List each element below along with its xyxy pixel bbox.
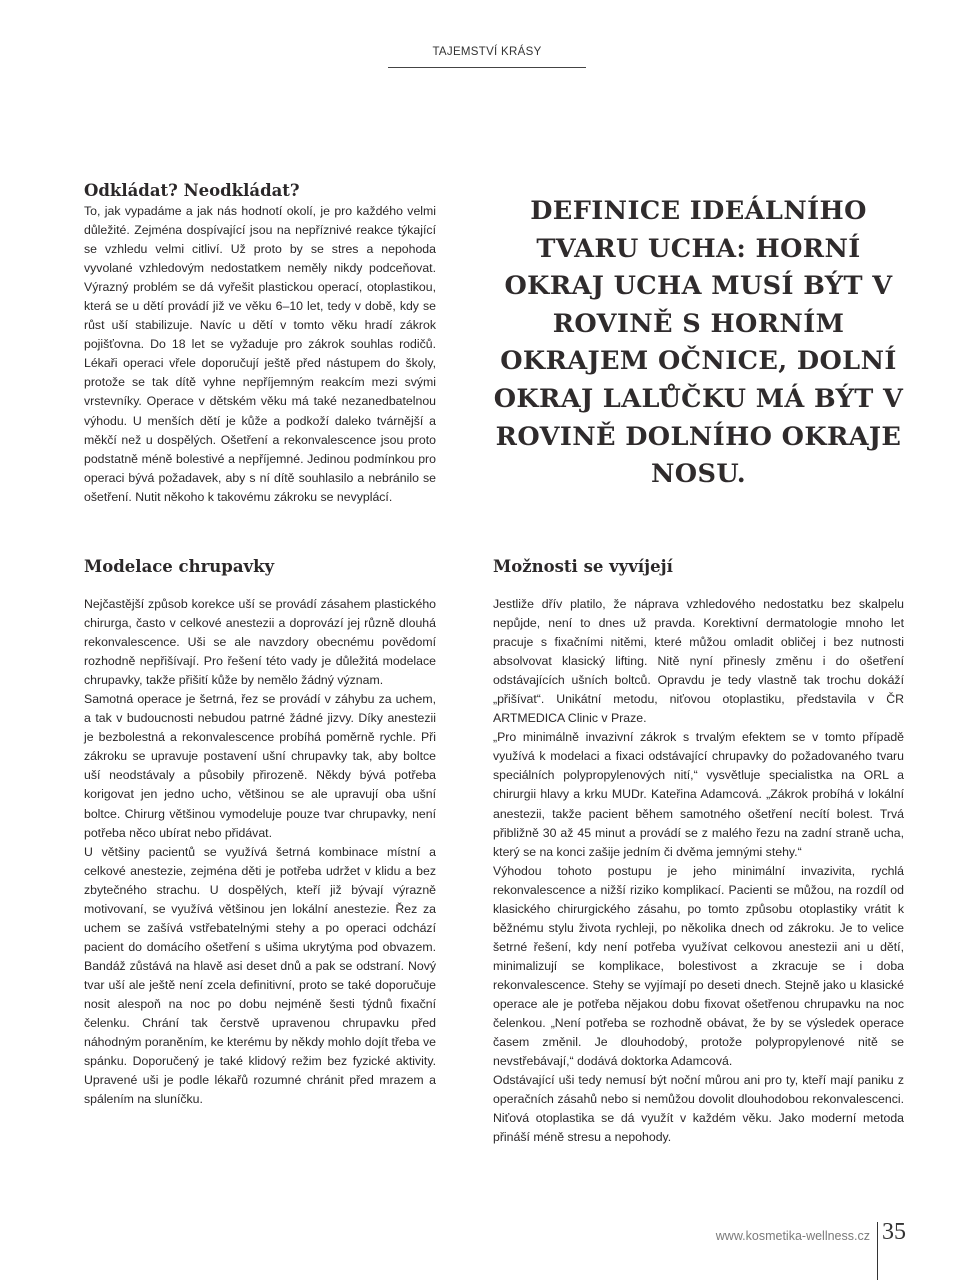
page-number: 35 (882, 1219, 906, 1245)
paragraph: Samotná operace je šetrná, řez se provádí v záhybu za uchem, a tak v budoucnosti nebudou patrné žádné jizvy. Díky anestezii je bezbolestná a rekonvalescence probíhá poměrně rychle. Při zákroku se upravuje postavení ušní chrupavky tak, aby boltce uší neodstávaly a působily přirozeně. Někdy bývá potřeba korigovat jen jedno ucho, většinou se ale upravují oba ušní boltce. Chirurg většinou vymodeluje pouze tvar chrupavky, není potřeba něco ubírat nebo přidávat. (84, 692, 436, 840)
section-title: Modelace chrupavky (84, 557, 275, 576)
pull-quote: DEFINICE IDEÁLNÍHO TVARU UCHA: HORNÍ OKRAJ UCHA MUSÍ BÝT V ROVINĚ S HORNÍM OKRAJEM OČNICE, DOLNÍ OKRAJ LALŮČKU MÁ BÝT V ROVINĚ DOLNÍHO OKRAJE NOSU. (493, 196, 904, 490)
paragraph: Jestliže dřív platilo, že náprava vzhledového nedostatku bez skalpelu nepůjde, není to dnes už pravda. Korektivní dermatologie mnoho let pracuje s fixačními nitěmi, které můžou omladit obličej i bez nutnosti absolvovat klasický lifting. Nitě nyní přinesly změnu i do ošetření odstávajících ušních boltců. Opravdu je tedy vlastně tak trochu dokáží „přišívat“. Unikátní metodu, niťovou otoplastiku, představila v ČR ARTMEDICA Clinic v Praze. (493, 597, 904, 726)
section-label: TAJEMSTVÍ KRÁSY (432, 46, 542, 58)
footer-divider (877, 1222, 878, 1280)
paragraph: „Pro minimálně invazivní zákrok s trvalým efektem se v tomto případě využívá k modelaci a fixaci odstávající chrupavky do požadovaného tvaru speciálních polypropylenových nití,“ vysvětluje specialistka na ORL a chirurgii hlavy a krku MUDr. Kateřina Adamcová. „Zákrok probíhá v lokální anestezii, takže pacient během samotného ošetření necítí bolest. Trvá přibližně 30 až 45 minut a provádí se z malého řezu na zadní straně ucha, který se na konci zašije jedním či dvěma jemnými stehy.“ (493, 730, 904, 859)
paragraph: U většiny pacientů se využívá šetrná kombinace místní a celkové anestezie, zejména děti je potřeba udržet v klidu a bez zbytečného strachu. U dospělých, kteří již bývají výrazně motivovaní, se využívá většinou jen lokální anestezie. Řez za uchem se zašívá vstřebatelnými stehy a po operaci odchází pacient do domácího ošetření s ušima ukrytýma pod obvazem. Bandáž zůstává na hlavě asi deset dnů a pak se odstraní. Nový tvar uší ale ještě není zcela definitivní, proto se také doporučuje nosit alespoň na noc po dobu nejméně šesti týdnů fixační čelenku. Chrání tak čerstvě upravenou chrupavku před náhodným poraněním, ke kterému by někdy mohlo dojít třeba ve spánku. Doporučený je také klidový režim bez fyzické aktivity. Upravené uši je podle lékařů rozumné chránit před mrazem a spálením na sluníčku. (84, 844, 436, 1107)
header-rule (388, 67, 586, 68)
section-moznosti (493, 556, 904, 1147)
section-title: Odkládat? Neodkládat? (84, 181, 300, 200)
footer-url[interactable]: www.kosmetika-wellness.cz (715, 1229, 870, 1243)
paragraph: Odstávající uši tedy nemusí být noční můrou ani pro ty, kteří mají paniku z operačních zásahů nebo si nemůžou dovolit dlouhodobou rekonvalescenci. Niťová otoplastika se dá využít v každém věku. Jako moderní metoda přináší méně stresu a nepohody. (493, 1073, 904, 1145)
paragraph: To, jak vypadáme a jak nás hodnotí okolí, je pro každého velmi důležité. Zejména dospívající jsou na nepříznivé reakce týkající se vzhledu velmi citliví. Už proto by se stres a nepohoda vyvolané vzhledovým nedostatkem neměly nikdy podceňovat. Výrazný problém se dá vyřešit plastickou operací, otoplastikou, která se u dětí provádí již ve věku 6–10 let, tedy v době, kdy se růst uší stabilizuje. Navíc u dětí v tomto věku hradí zákrok pojišťovna. Do 18 let se vyžaduje pro zákrok souhlas rodičů. Lékaři operaci vřele doporučují ještě před nástupem do školy, protože se tak dítě vyhne nepříjemným reakcím mezi svými vrstevníky. Operace v dětském věku má také nezanedbatelnou výhodu. U menších dětí je kůže a podkoží daleko tvárnější a měkčí než u dospělých. Ošetření a rekonvalescence jsou proto podstatně méně bolestivé a nepříjemné. Jedinou podmínkou pro operaci bývá požadavek, aby s ní dítě souhlasilo a nebránilo se ošetření. Nutit někoho k takovému zákroku se nevyplácí. (84, 204, 436, 504)
paragraph: Nejčastější způsob korekce uší se provádí zásahem plastického chirurga, často v celkové anestezii a doprovází jej různě dlouhá rekonvalescence. Uši se ale navzdory obecnému povědomí rozhodně nepřišívají. Pro řešení této vady je důležitá modelace chrupavky, takže přišití kůže by nemělo žádný význam. (84, 597, 436, 688)
paragraph: Výhodou tohoto postupu je jeho minimální invazivita, rychlá rekonvalescence a nižší riziko komplikací. Pacienti se můžou, na rozdíl od klasického chirurgického zásahu, po tomto způsobu otoplastiky vrátit k běžnému stylu života rychleji, po několika dnech od zákroku. Je to velice šetrné řešení, kdy není potřeba využívat celkovou anestezii ani u dětí, minimalizují se komplikace, bolestivost a zkracuje se i doba rekonvalescence. Stehy se vyjímají po deseti dnech. Stejně jako u klasické operace ale je potřeba nějakou dobu fixovat ošetřenou chrupavku na noc čelenkou. „Není potřeba se rozhodně obávat, že by se výsledek operace časem změnil. Je dlouhodobý, protože polypropylenové nitě se nevstřebávají,“ dodává doktorka Adamcová. (493, 863, 904, 1069)
section-modelace (84, 556, 436, 1109)
section-odkladat (84, 180, 436, 507)
section-title: Možnosti se vyvíjejí (493, 557, 673, 576)
